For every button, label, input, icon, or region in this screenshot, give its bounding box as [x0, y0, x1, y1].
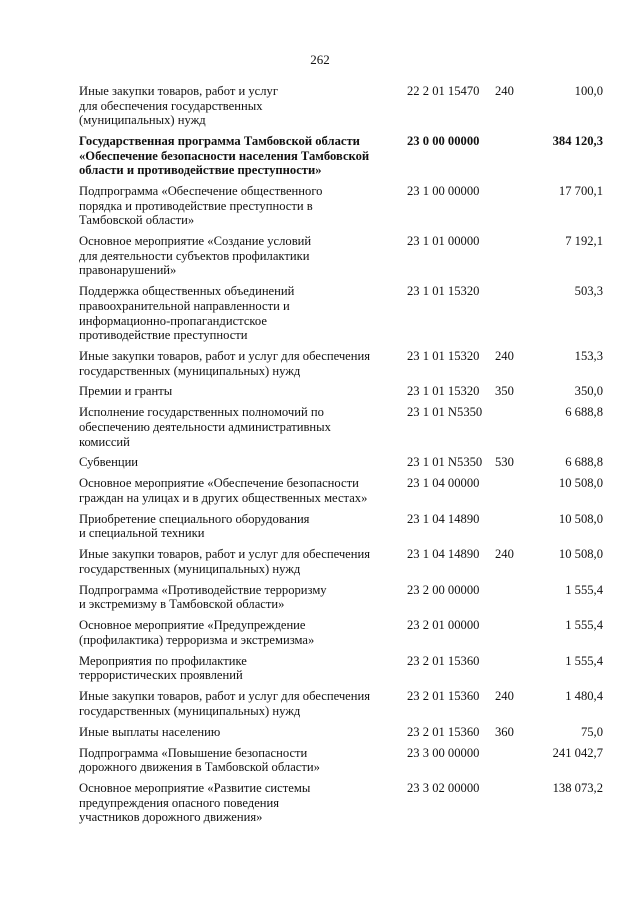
row-name: Мероприятия по профилактике террористических проявлений: [79, 653, 247, 683]
row-name: Основное мероприятие «Развитие системы предупреждения опасного поведения участников дорожного движения»: [79, 781, 311, 825]
table-row: [79, 583, 603, 612]
row-name: Иные закупки товаров, работ и услуг для обеспечения государственных (муниципальных) нужд: [79, 547, 371, 576]
row-code: 23 1 01 N5350: [407, 405, 483, 420]
table-row: [79, 746, 603, 775]
row-name: Подпрограмма «Противодействие терроризму и экстремизму в Тамбовской области»: [79, 582, 327, 612]
table-row: [79, 349, 603, 378]
row-name: Основное мероприятие «Обеспечение безопасности граждан на улицах и в других общественных местах»: [79, 476, 368, 505]
table-row: [79, 618, 603, 647]
row-amount: 7 192,1: [565, 234, 603, 249]
row-code: 23 3 00 00000: [407, 745, 480, 760]
row-code: 23 1 01 15320: [407, 284, 480, 299]
row-amount: 1 555,4: [565, 618, 603, 633]
row-expense-type: 240: [495, 547, 514, 562]
row-expense-type: 240: [495, 689, 514, 704]
row-code: 23 1 01 15320: [407, 384, 480, 399]
row-name: Иные закупки товаров, работ и услуг для обеспечения государственных (муниципальных) нужд: [79, 689, 371, 718]
table-row: [79, 234, 603, 278]
row-name: Субвенции: [79, 455, 139, 470]
page-number: 262: [310, 52, 330, 67]
row-name: Основное мероприятие «Создание условий для деятельности субъектов профилактики правонарушений»: [79, 234, 312, 278]
row-name: Основное мероприятие «Предупреждение (профилактика) терроризма и экстремизма»: [79, 618, 315, 647]
row-code: 23 1 01 00000: [407, 234, 480, 249]
table-row: [79, 512, 603, 541]
row-amount: 138 073,2: [552, 781, 603, 796]
row-name: Исполнение государственных полномочий по обеспечению деятельности административных комиссий: [79, 405, 331, 449]
table-row: [79, 725, 603, 740]
row-amount: 17 700,1: [558, 184, 603, 199]
row-amount: 384 120,3: [552, 134, 603, 149]
row-amount: 6 688,8: [565, 405, 603, 420]
row-expense-type: 530: [495, 455, 514, 470]
row-amount: 75,0: [580, 724, 603, 739]
row-name: Подпрограмма «Обеспечение общественного порядка и противодействие преступности в Тамбовской области»: [79, 184, 323, 228]
row-amount: 1 480,4: [565, 689, 603, 704]
row-amount: 6 688,8: [565, 455, 603, 470]
row-code: 23 1 01 15320: [407, 348, 480, 363]
row-name: Подпрограмма «Повышение безопасности дорожного движения в Тамбовской области»: [79, 745, 320, 775]
row-code: 23 1 00 00000: [407, 184, 480, 199]
row-expense-type: 360: [495, 724, 514, 739]
row-amount: 503,3: [574, 284, 603, 299]
table-row: [79, 476, 603, 505]
row-amount: 10 508,0: [558, 476, 603, 491]
table-row: [79, 781, 603, 825]
table-row: [79, 547, 603, 576]
row-code: 23 2 01 00000: [407, 618, 480, 633]
row-amount: 350,0: [574, 384, 603, 399]
row-code: 23 1 01 N5350: [407, 455, 483, 470]
row-code: 23 2 01 15360: [407, 689, 480, 704]
row-expense-type: 350: [495, 384, 514, 399]
row-code: 23 2 01 15360: [407, 653, 480, 668]
table-row: [79, 384, 603, 399]
row-name: Премии и гранты: [79, 384, 173, 399]
row-name: Государственная программа Тамбовской области «Обеспечение безопасности населения Тамбовской области и противодействие преступности»: [79, 134, 370, 178]
row-code: 23 1 04 14890: [407, 511, 480, 526]
table-row: [79, 84, 603, 128]
row-code: 22 2 01 15470: [407, 84, 480, 98]
row-code: 23 1 04 00000: [407, 476, 480, 491]
row-name: Приобретение специального оборудования и специальной техники: [79, 511, 310, 541]
table-row: [79, 455, 603, 470]
row-amount: 241 042,7: [552, 745, 603, 760]
row-amount: 100,0: [574, 84, 603, 98]
row-code: 23 2 00 00000: [407, 582, 480, 597]
table-row: [79, 134, 603, 178]
row-amount: 1 555,4: [565, 653, 603, 668]
row-name: Иные закупки товаров, работ и услуг для обеспечения государственных (муниципальных) нужд: [79, 84, 279, 128]
row-code: 23 2 01 15360: [407, 724, 480, 739]
row-expense-type: 240: [495, 348, 514, 363]
row-name: Иные закупки товаров, работ и услуг для обеспечения государственных (муниципальных) нужд: [79, 348, 371, 378]
table-row: [79, 689, 603, 718]
row-amount: 1 555,4: [565, 582, 603, 597]
row-code: 23 1 04 14890: [407, 547, 480, 562]
row-amount: 153,3: [574, 348, 603, 363]
row-expense-type: 240: [495, 84, 514, 98]
row-name: Поддержка общественных объединений правоохранительной направленности и информационно-пропагандистское противодействие преступности: [79, 284, 295, 343]
table-row: [79, 654, 603, 683]
table-row: [79, 184, 603, 228]
row-amount: 10 508,0: [558, 511, 603, 526]
row-code: 23 3 02 00000: [407, 781, 480, 796]
table-row: [79, 405, 603, 449]
table-row: [79, 284, 603, 342]
row-name: Иные выплаты населению: [79, 724, 221, 739]
budget-table: [79, 84, 603, 831]
row-code: 23 0 00 00000: [407, 134, 480, 149]
row-amount: 10 508,0: [558, 547, 603, 562]
